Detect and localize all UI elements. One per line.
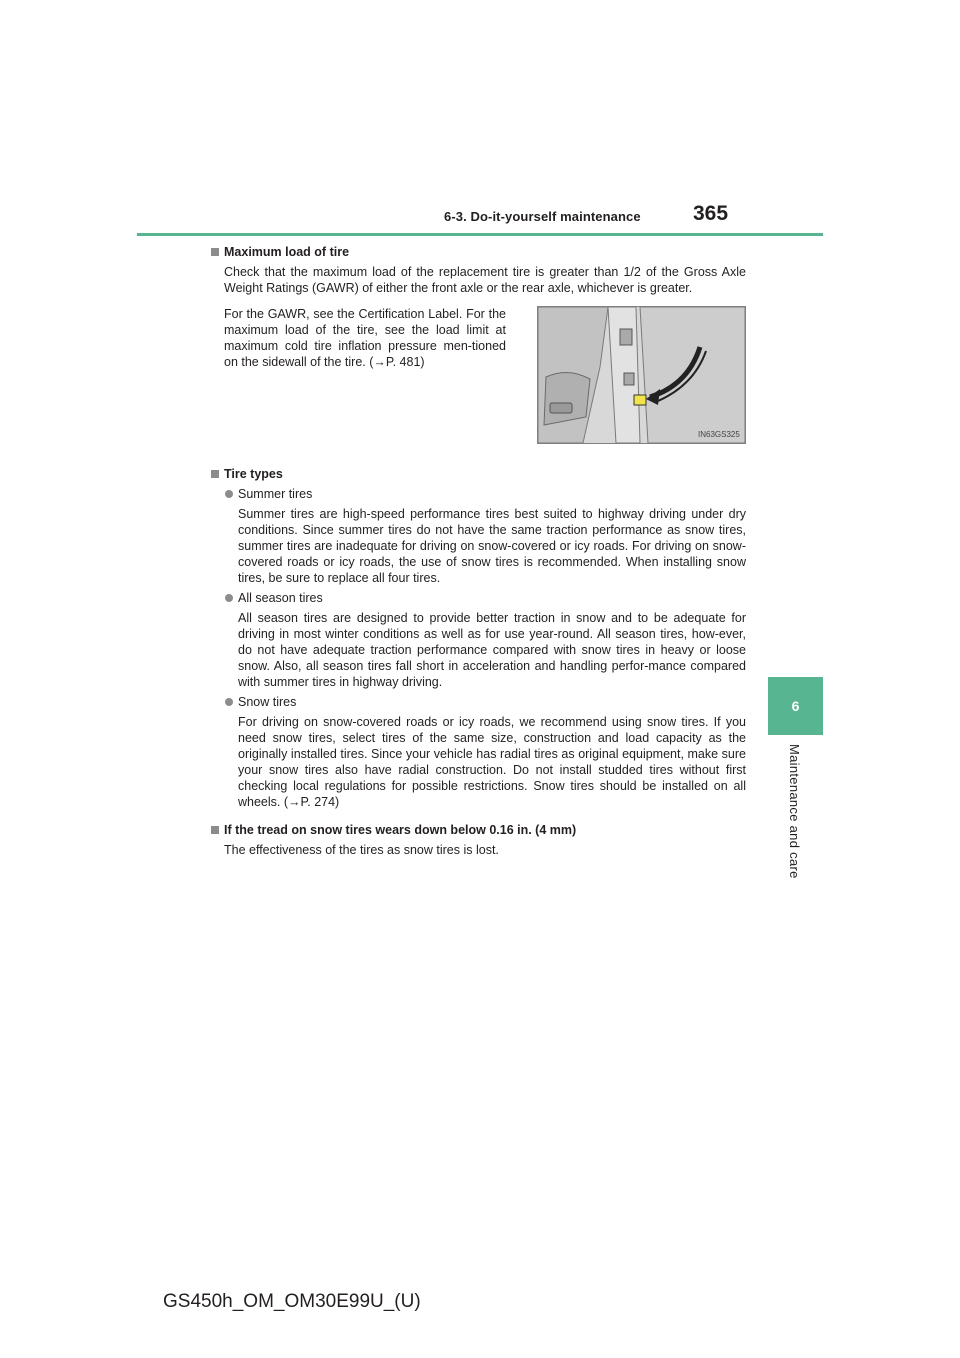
section-heading-tread [210, 822, 746, 838]
certification-label-illustration [537, 306, 746, 444]
list-item [210, 694, 746, 710]
list-item-title: Summer tires [238, 487, 313, 501]
figure-caption: For the GAWR, see the Certification Label. For the maximum load of the tire, see the load limit at maximum cold tire inflation pressure men-tioned on the sidewall of the tire. (→P. 481) [224, 307, 506, 369]
square-bullet-icon [211, 826, 219, 834]
round-bullet-icon [225, 490, 233, 498]
heading-text: Maximum load of tire [224, 245, 350, 259]
section-heading-max-load [210, 244, 746, 260]
figure-row [210, 306, 746, 444]
square-bullet-icon [211, 248, 219, 256]
section-title: 6-3. Do-it-yourself maintenance [444, 209, 641, 224]
list-item-text: All season tires are designed to provide better traction in snow and to be adequate for driving in most winter conditions as well as for use year-round. All season tires, how-ever, do not have adequate traction performance compared with snow tires in heavy or loose snow. Also, all season tires fall short in acceleration and handling perfor-mance compared with summer tires in highway driving. [238, 611, 746, 689]
paragraph: The effectiveness of the tires as snow tires is lost. [224, 843, 499, 857]
paragraph: Check that the maximum load of the replacement tire is greater than 1/2 of the Gross Axle Weight Ratings (GAWR) of either the front axle or the rear axle, whichever is greater. [224, 265, 746, 295]
list-item [210, 486, 746, 502]
list-item-text: Summer tires are high-speed performance tires best suited to highway driving under dry conditions. Since summer tires do not have the same traction performance as snow tires, summer tires are inadequate for driving on snow-covered or icy roads. For driving on snow-covered roads or icy roads, the use of snow tires is recommended. When installing snow tires, be sure to replace all four tires. [238, 507, 746, 585]
header-rule [137, 233, 823, 236]
page-content [210, 244, 746, 858]
chapter-tab: 6 [768, 677, 823, 735]
chapter-label: Maintenance and care [787, 744, 802, 879]
section-heading-tire-types [210, 466, 746, 482]
list-item-text: For driving on snow-covered roads or icy roads, we recommend using snow tires. If you need snow tires, select tires of the same size, construction and load capacity as the originally installed tires. Since your vehicle has radial tires as original equipment, make sure your snow tires also have radial construction. Do not install studded tires without first checking local regulations for possible restrictions. Snow tires should be installed on all wheels. (→P. 274) [238, 715, 746, 809]
round-bullet-icon [225, 698, 233, 706]
document-code: GS450h_OM_OM30E99U_(U) [163, 1291, 421, 1312]
heading-text: Tire types [224, 467, 283, 481]
list-item-title: All season tires [238, 591, 323, 605]
heading-text: If the tread on snow tires wears down below 0.16 in. (4 mm) [224, 823, 577, 837]
door-pillar-illustration [538, 307, 745, 443]
page-number: 365 [693, 202, 729, 225]
round-bullet-icon [225, 594, 233, 602]
list-item-title: Snow tires [238, 695, 297, 709]
figure-code: IN63GS325 [698, 430, 740, 439]
list-item [210, 590, 746, 606]
square-bullet-icon [211, 470, 219, 478]
